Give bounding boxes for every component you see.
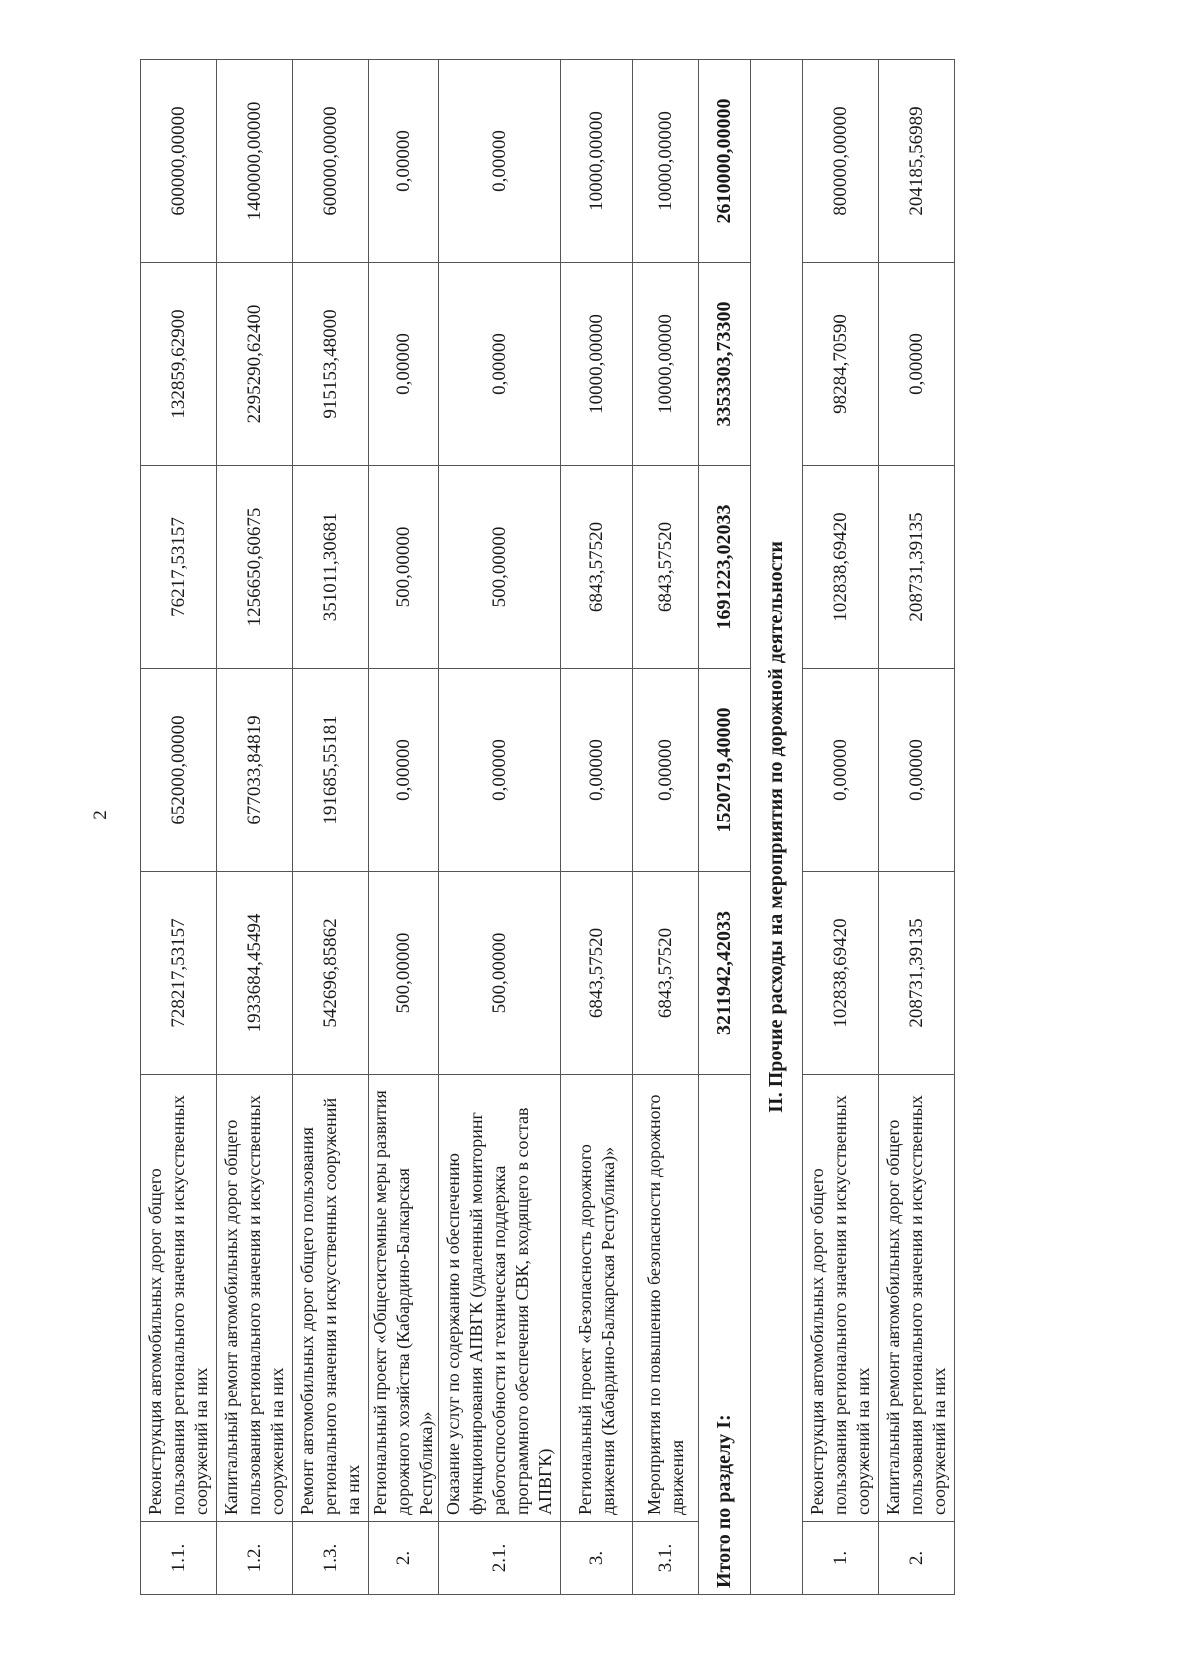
row-name: Мероприятия по повышению безопасности дорожного движения bbox=[633, 1075, 699, 1522]
value-cell: 351011,30681 bbox=[293, 466, 369, 669]
value-cell: 10000,00000 bbox=[633, 60, 699, 263]
value-cell: 542696,85862 bbox=[293, 872, 369, 1075]
total-label: Итого по разделу I: bbox=[699, 1075, 751, 1595]
page-number: 2 bbox=[90, 810, 111, 820]
value-cell: 102838,69420 bbox=[803, 466, 879, 669]
row-number: 2. bbox=[879, 1522, 955, 1595]
value-cell: 0,00000 bbox=[803, 669, 879, 872]
table-row bbox=[369, 60, 439, 1595]
row-number: 3. bbox=[561, 1522, 633, 1595]
value-cell: 677033,84819 bbox=[217, 669, 293, 872]
value-cell: 1933684,45494 bbox=[217, 872, 293, 1075]
value-cell: 652000,00000 bbox=[141, 669, 217, 872]
value-cell: 10000,00000 bbox=[633, 263, 699, 466]
row-name: Оказание услуг по содержанию и обеспечению функционирования АПВГК (удаленный мониторинг работоспособности и техническая поддержка программного обеспечения СВК, входящего в состав АПВГК) bbox=[439, 1075, 561, 1522]
table-row bbox=[217, 60, 293, 1595]
value-cell: 208731,39135 bbox=[879, 466, 955, 669]
value-cell: 600000,00000 bbox=[141, 60, 217, 263]
value-cell: 0,00000 bbox=[439, 263, 561, 466]
budget-table bbox=[140, 59, 955, 1595]
table-row bbox=[879, 60, 955, 1595]
rotated-page-content bbox=[140, 60, 1045, 1595]
table-row bbox=[439, 60, 561, 1595]
row-name: Ремонт автомобильных дорог общего пользования регионального значения и искусственных сооружений на них bbox=[293, 1075, 369, 1522]
value-cell: 1256650,60675 bbox=[217, 466, 293, 669]
row-number: 1.2. bbox=[217, 1522, 293, 1595]
value-cell: 500,00000 bbox=[439, 872, 561, 1075]
row-number: 2. bbox=[369, 1522, 439, 1595]
value-cell: 2295290,62400 bbox=[217, 263, 293, 466]
section-heading-row bbox=[751, 60, 803, 1595]
value-cell: 800000,00000 bbox=[803, 60, 879, 263]
section-title: II. Прочие расходы на мероприятия по дорожной деятельности bbox=[751, 60, 803, 1595]
value-cell: 204185,56989 bbox=[879, 60, 955, 263]
value-cell: 600000,00000 bbox=[293, 60, 369, 263]
total-value: 2610000,00000 bbox=[699, 60, 751, 263]
total-value: 1691223,02033 bbox=[699, 466, 751, 669]
row-name: Реконструкция автомобильных дорог общего пользования регионального значения и искусственных сооружений на них bbox=[803, 1075, 879, 1522]
value-cell: 915153,48000 bbox=[293, 263, 369, 466]
value-cell: 6843,57520 bbox=[561, 872, 633, 1075]
value-cell: 6843,57520 bbox=[633, 872, 699, 1075]
value-cell: 6843,57520 bbox=[633, 466, 699, 669]
row-number: 3.1. bbox=[633, 1522, 699, 1595]
table-row bbox=[633, 60, 699, 1595]
total-value: 3353303,73300 bbox=[699, 263, 751, 466]
table-row bbox=[803, 60, 879, 1595]
value-cell: 728217,53157 bbox=[141, 872, 217, 1075]
value-cell: 208731,39135 bbox=[879, 872, 955, 1075]
table-row bbox=[293, 60, 369, 1595]
value-cell: 10000,00000 bbox=[561, 263, 633, 466]
total-value: 3211942,42033 bbox=[699, 872, 751, 1075]
total-row bbox=[699, 60, 751, 1595]
row-number: 2.1. bbox=[439, 1522, 561, 1595]
value-cell: 191685,55181 bbox=[293, 669, 369, 872]
row-name: Региональный проект «Безопасность дорожного движения (Кабардино-Балкарская Республика)» bbox=[561, 1075, 633, 1522]
value-cell: 102838,69420 bbox=[803, 872, 879, 1075]
value-cell: 98284,70590 bbox=[803, 263, 879, 466]
value-cell: 500,00000 bbox=[439, 466, 561, 669]
value-cell: 132859,62900 bbox=[141, 263, 217, 466]
row-name: Капитальный ремонт автомобильных дорог общего пользования регионального значения и искусственных сооружений на них bbox=[879, 1075, 955, 1522]
value-cell: 76217,53157 bbox=[141, 466, 217, 669]
value-cell: 0,00000 bbox=[879, 669, 955, 872]
value-cell: 500,00000 bbox=[369, 872, 439, 1075]
row-name: Региональный проект «Общесистемные меры развития дорожного хозяйства (Кабардино-Балкарская Республика)» bbox=[369, 1075, 439, 1522]
value-cell: 6843,57520 bbox=[561, 466, 633, 669]
row-number: 1.3. bbox=[293, 1522, 369, 1595]
row-name: Капитальный ремонт автомобильных дорог общего пользования регионального значения и искусственных сооружений на них bbox=[217, 1075, 293, 1522]
table-row bbox=[141, 60, 217, 1595]
value-cell: 1400000,00000 bbox=[217, 60, 293, 263]
row-number: 1. bbox=[803, 1522, 879, 1595]
value-cell: 0,00000 bbox=[369, 60, 439, 263]
value-cell: 10000,00000 bbox=[561, 60, 633, 263]
value-cell: 0,00000 bbox=[369, 669, 439, 872]
total-value: 1520719,40000 bbox=[699, 669, 751, 872]
value-cell: 0,00000 bbox=[369, 263, 439, 466]
value-cell: 0,00000 bbox=[633, 669, 699, 872]
table-row bbox=[561, 60, 633, 1595]
value-cell: 0,00000 bbox=[561, 669, 633, 872]
value-cell: 500,00000 bbox=[369, 466, 439, 669]
row-number: 1.1. bbox=[141, 1522, 217, 1595]
value-cell: 0,00000 bbox=[439, 60, 561, 263]
value-cell: 0,00000 bbox=[439, 669, 561, 872]
value-cell: 0,00000 bbox=[879, 263, 955, 466]
row-name: Реконструкция автомобильных дорог общего пользования регионального значения и искусственных сооружений на них bbox=[141, 1075, 217, 1522]
